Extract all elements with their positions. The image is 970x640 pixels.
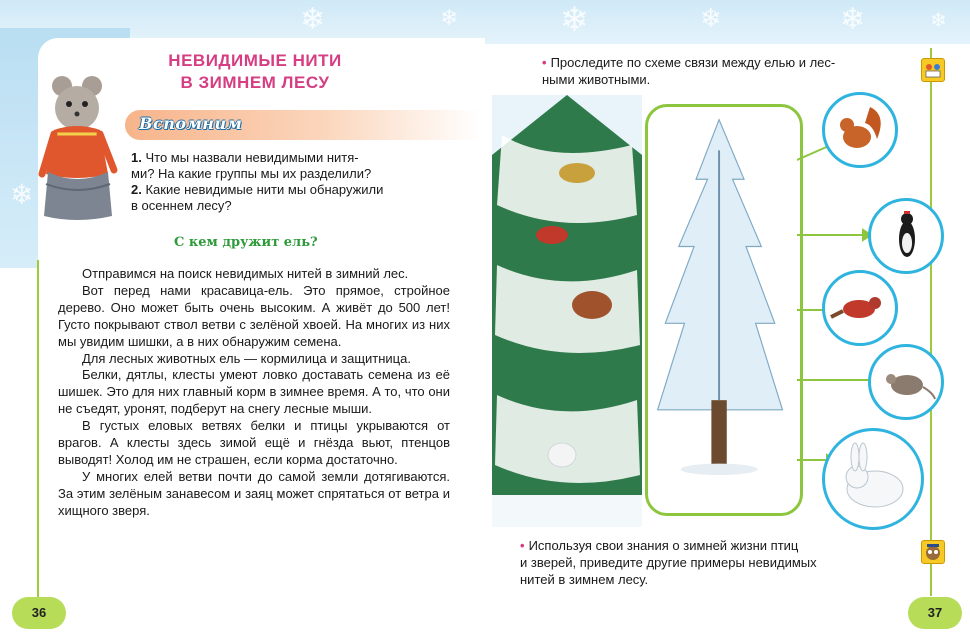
task-text: Используя свои знания о зимней жизни птиц [528,538,799,553]
paragraph: Вот перед нами красавица-ель. Это прямое, стройное дерево. Оно может быть очень высоким. А живёт до 500 лет! Густо покрывают ствол ветви с зелёной хвоей. На многих из них мы увидим шишки, а в них обнаружим семена. [58,282,450,349]
fir-tree-illustration [648,107,794,507]
snowflake-icon: ❄ [440,6,459,31]
question-text: в осеннем лесу? [131,198,232,213]
question-number: 1. [131,150,142,165]
bullet-icon: • [542,55,547,70]
woodpecker-circle [868,198,944,274]
snowflake-icon: ❄ [300,2,326,37]
paragraph: Белки, дятлы, клесты умеют ловко доставать семена из её шишек. Это для них главный корм в зимнее время. А то, что они не съедят, уронят, подберут на снегу лесные мыши. [58,367,450,417]
page-number: 36 [12,597,66,629]
crossbill-icon [825,273,895,343]
recall-label: Вспомним [139,114,243,133]
question-text: ми? На какие группы мы их разделили? [131,166,372,181]
page-title [150,50,360,94]
snowflake-icon: ❄ [840,2,866,37]
fir-tree-frame [645,104,803,516]
owl-icon [921,540,945,564]
squirrel-icon [825,95,895,165]
mouse-circle [868,344,944,420]
task-text: Проследите по схеме связи между елью и лес- [550,55,836,70]
task-2 [520,537,817,588]
snowflake-icon: ❄ [560,0,589,40]
question-2 [131,182,461,214]
snowflake-icon: ❄ [10,178,34,211]
section-subheading: С кем дружит ель? [174,235,318,250]
mouse-icon [871,347,941,417]
paragraph: Отправимся на поиск невидимых нитей в зимний лес. [82,266,409,281]
margin-line [930,48,932,596]
task-text: и зверей, приведите другие примеры невидимых [520,555,817,570]
bullet-icon: • [520,538,525,553]
forest-fir-illustration [492,95,642,527]
woodpecker-icon [871,201,941,271]
paragraph: У многих елей ветви почти до самой земли дотягиваются. За этим зелёным занавесом и заяц может спрятаться от ветра и хищного зверя. [58,468,450,518]
hare-icon [825,431,921,527]
task-1 [542,54,835,88]
snowflake-icon: ❄ [930,8,947,32]
title-line-2: В ЗИМНЕМ ЛЕСУ [180,73,330,92]
children-reading-icon [921,58,945,82]
question-text: Что мы назвали невидимыми нитя- [145,150,359,165]
mouse-doll-illustration [34,74,130,224]
paragraph: В густых еловых ветвях белки и птицы укрываются от врагов. А клесты здесь зимой ещё и гнёзда вьют, птенцов выводят! Холод им не страшен, если корма достаточно. [58,418,450,467]
squirrel-circle [822,92,898,168]
question-1 [131,150,461,182]
task-text: ными животными. [542,72,651,87]
question-text: Какие невидимые нити мы обнаружили [145,182,384,197]
margin-line [37,260,39,600]
paragraph: Для лесных животных ель — кормилица и защитница. [82,350,411,366]
crossbill-circle [822,270,898,346]
task-text: нитей в зимнем лесу. [520,572,649,587]
question-number: 2. [131,182,142,197]
recall-banner [125,110,480,140]
page-number: 37 [908,597,962,629]
snowflake-icon: ❄ [700,4,722,34]
body-text [58,266,450,520]
title-line-1: НЕВИДИМЫЕ НИТИ [168,51,342,70]
hare-circle [822,428,924,530]
